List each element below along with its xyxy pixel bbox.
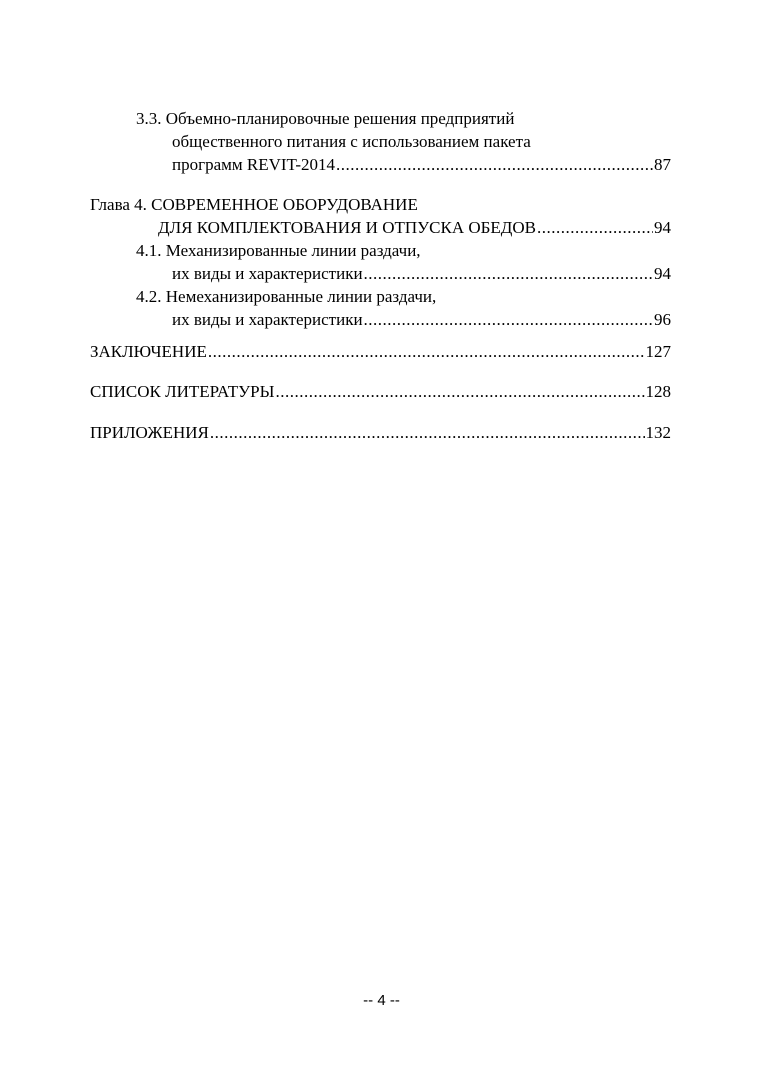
page-number: 94 [654,218,671,237]
page-number: 127 [645,342,671,361]
toc-entry-3-3-line-1 [136,107,514,130]
toc-entry-3-3-line-2 [172,130,531,153]
toc-entry-conclusion[interactable] [90,340,671,363]
leader-dots [537,216,653,239]
toc-entry-4-1-line-2[interactable] [172,262,671,285]
leader-dots [336,153,653,176]
toc-text: ЗАКЛЮЧЕНИЕ [90,342,207,361]
toc-text: Глава 4. СОВРЕМЕННОЕ ОБОРУДОВАНИЕ [90,195,418,214]
toc-text: СПИСОК ЛИТЕРАТУРЫ [90,382,275,401]
page-footer-number: -- 4 -- [363,992,400,1009]
toc-text: их виды и характеристики [172,264,363,283]
toc-text: их виды и характеристики [172,310,363,329]
page-number: 128 [645,382,671,401]
toc-text: общественного питания с использованием пакета [172,132,531,151]
toc-chapter-4-line-2[interactable] [158,216,671,239]
leader-dots [364,262,653,285]
toc-text: 4.1. Механизированные линии раздачи, [136,241,421,260]
toc-text: ДЛЯ КОМПЛЕКТОВАНИЯ И ОТПУСКА ОБЕДОВ [158,218,537,237]
toc-entry-4-2-line-2[interactable] [172,308,671,331]
page-number: 132 [645,423,671,442]
page-number: 96 [654,310,671,329]
leader-dots [275,380,644,403]
toc-text: программ REVIT-2014 [172,155,336,174]
toc-chapter-4-line-1 [90,193,418,216]
toc-text: ПРИЛОЖЕНИЯ [90,423,209,442]
toc-entry-4-1-line-1 [136,239,421,262]
toc-entry-appendix[interactable] [90,421,671,444]
toc-entry-4-2-line-1 [136,285,436,308]
leader-dots [364,308,653,331]
toc-entry-3-3-line-3[interactable] [172,153,671,176]
page-number: 94 [654,264,671,283]
page-number: 87 [654,155,671,174]
leader-dots [208,340,645,363]
toc-text: 3.3. Объемно-планировочные решения предприятий [136,109,515,128]
toc-text: 4.2. Немеханизированные линии раздачи, [136,287,437,306]
leader-dots [210,421,645,444]
toc-entry-references[interactable] [90,380,671,403]
